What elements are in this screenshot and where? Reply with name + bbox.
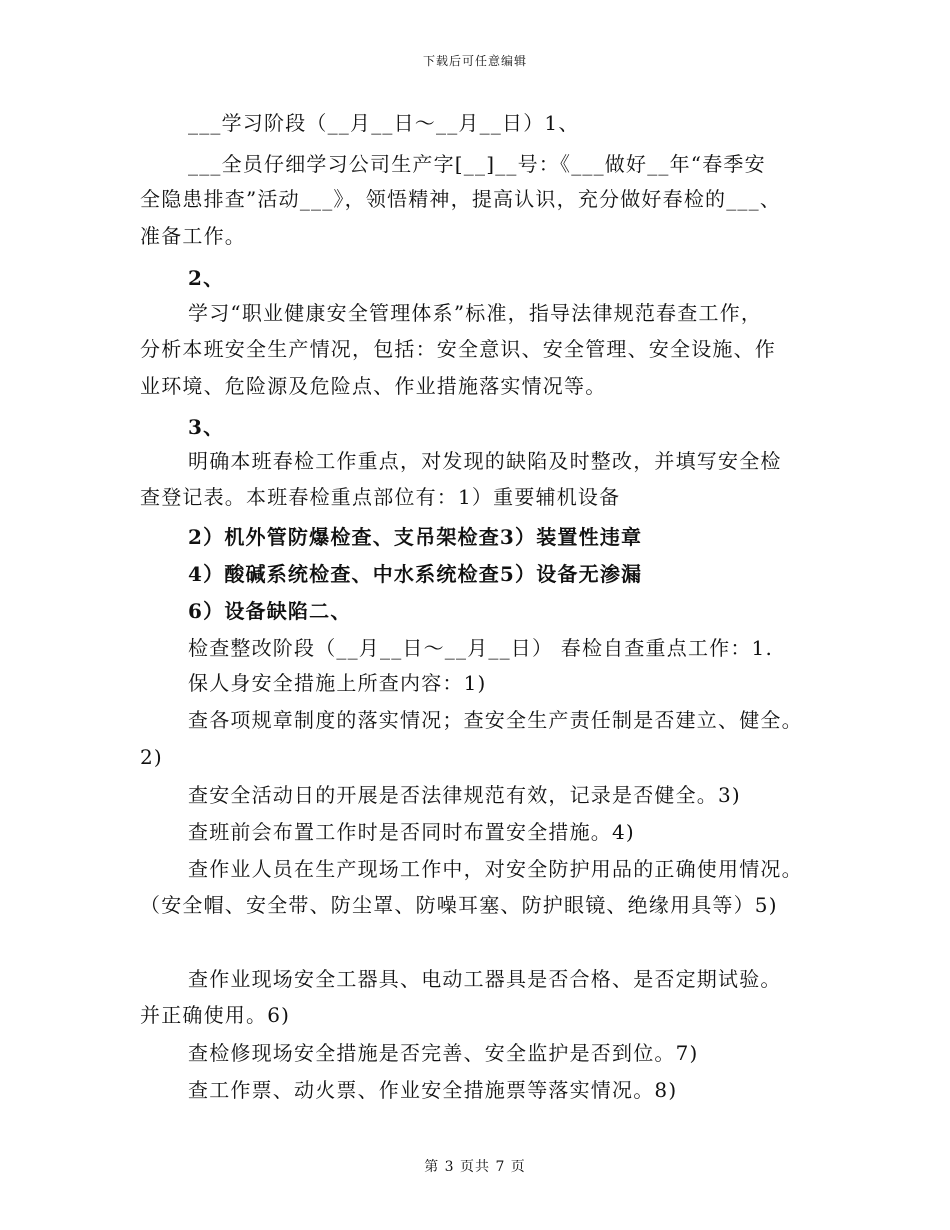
text-line: 检查整改阶段（__月__日～__月__日） 春检自查重点工作：1. bbox=[188, 636, 774, 660]
text-line: 全隐患排查”活动___》，领悟精神，提高认识，充分做好春检的___、 bbox=[140, 187, 782, 211]
text-line: 查各项规章制度的落实情况；查安全生产责任制是否建立、健全。 bbox=[188, 708, 803, 732]
text-line: 2) bbox=[140, 745, 163, 769]
text-line: 业环境、危险源及危险点、作业措施落实情况等。 bbox=[140, 374, 607, 398]
key-item-line: 4）酸碱系统检查、中水系统检查5）设备无渗漏 bbox=[188, 562, 643, 586]
page-number-footer: 第 3 页共 7 页 bbox=[424, 1159, 526, 1175]
text-line: 学习“职业健康安全管理体系”标准，指导法律规范春查工作， bbox=[188, 301, 763, 325]
text-line: 分析本班安全生产情况，包括：安全意识、安全管理、安全设施、作 bbox=[140, 337, 776, 361]
text-line: ___学习阶段（__月__日～__月__日）1、 bbox=[188, 111, 580, 135]
key-item-line: 6）设备缺陷二、 bbox=[188, 599, 352, 623]
text-line: 查作业人员在生产现场工作中，对安全防护用品的正确使用情况。 bbox=[188, 857, 803, 881]
text-line: 查工作票、动火票、作业安全措施票等落实情况。8) bbox=[188, 1078, 678, 1102]
text-line: 并正确使用。6) bbox=[140, 1003, 291, 1027]
text-line: ___全员仔细学习公司生产字[__]__号：《___做好__年“春季安 bbox=[188, 152, 766, 176]
section-number: 2、 bbox=[188, 266, 225, 290]
key-item-line: 2）机外管防爆检查、支吊架检查3）装置性违章 bbox=[188, 525, 643, 549]
text-line: 查检修现场安全措施是否完善、安全监护是否到位。7) bbox=[188, 1041, 699, 1065]
text-line: 查登记表。本班春检重点部位有：1）重要辅机设备 bbox=[140, 485, 621, 509]
text-line: 准备工作。 bbox=[140, 224, 246, 248]
page-header: 下载后可任意编辑 bbox=[422, 54, 527, 68]
text-line: 查班前会布置工作时是否同时布置安全措施。4) bbox=[188, 820, 635, 844]
section-number: 3、 bbox=[188, 415, 225, 439]
text-line: 保人身安全措施上所查内容：1) bbox=[188, 671, 487, 695]
text-line: 查安全活动日的开展是否法律规范有效，记录是否健全。3) bbox=[188, 783, 741, 807]
text-line: 查作业现场安全工器具、电动工器具是否合格、是否定期试验。 bbox=[188, 967, 782, 991]
text-line: 明确本班春检工作重点，对发现的缺陷及时整改，并填写安全检 bbox=[188, 449, 782, 473]
text-line: （安全帽、安全带、防尘罩、防噪耳塞、防护眼镜、绝缘用具等）5) bbox=[140, 893, 778, 917]
